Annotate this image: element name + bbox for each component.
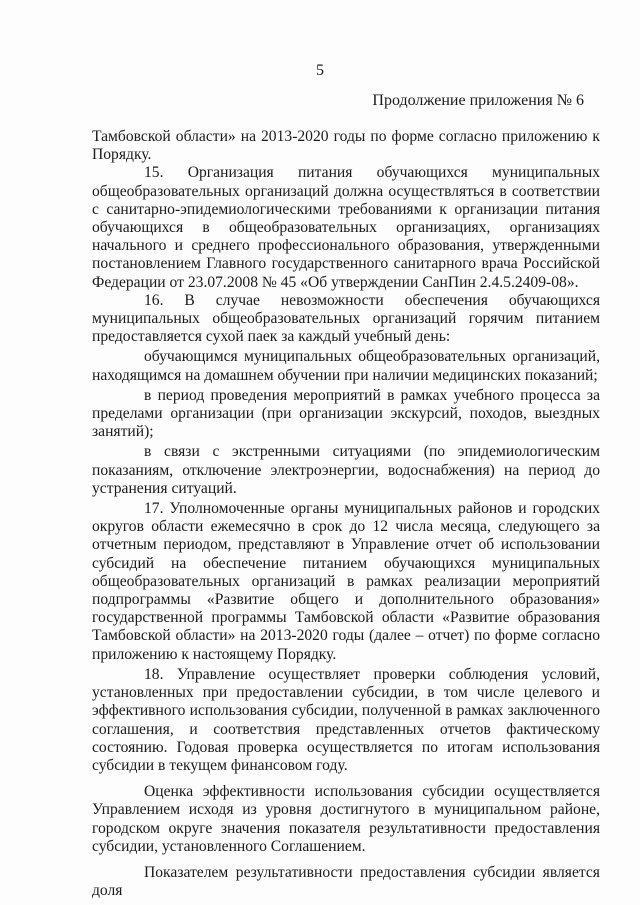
paragraph-16: 16. В случае невозможности обеспечения обучающихся муниципальных общеобразовательных организаций горячим питанием предоставляется сухой паек за каждый учебный день: xyxy=(92,291,600,346)
list-item-home-schooling: обучающимся муниципальных общеобразовательных организаций, находящимся на домашнем обучении при наличии медицинских показаний; xyxy=(92,348,600,384)
list-item-excursions: в период проведения мероприятий в рамках учебного процесса за пределами организации (при организации экскурсий, походов, выездных занятий); xyxy=(92,386,600,441)
paragraph-efficiency-assessment: Оценка эффективности использования субсидии осуществляется Управлением исходя из уровня достигнутого в муниципальном районе, городском округе значения показателя результативности предоставления субсидии, установленного Соглашением. xyxy=(92,783,600,855)
appendix-continuation-note: Продолжение приложения № 6 xyxy=(372,92,584,109)
paragraph-18: 18. Управление осуществляет проверки соблюдения условий, установленных при предоставлении субсидии, в том числе целевого и эффективного использования субсидии, полученной в рамках заключенного соглашения, и соответствия представленных отчетов фактическому состоянию. Годовая проверка осуществляется по итогам использования субсидии в текущем финансовом году. xyxy=(92,665,600,774)
page-number: 5 xyxy=(316,62,324,79)
paragraph-performance-indicator: Показателем результативности предоставления субсидии является доля xyxy=(92,863,600,900)
paragraph-continuation: Тамбовской области» на 2013-2020 годы по форме согласно приложению к Порядку. xyxy=(92,128,600,164)
paragraph-17: 17. Уполномоченные органы муниципальных районов и городских округов области ежемесячно в срок до 12 числа месяца, следующего за отчетным периодом, представляют в Управление отчет об использовании субсидий на обеспечение питанием обучающихся муниципальных общеобразовательных организаций в рамках реализации мероприятий подпрограммы «Развитие общего и дополнительного образования» государственной программы Тамбовской области «Развитие образования Тамбовской области» на 2013-2020 годы (далее – отчет) по форме согласно приложению к настоящему Порядку. xyxy=(92,500,600,663)
paragraph-15: 15. Организация питания обучающихся муниципальных общеобразовательных организаций должна осуществляться в соответствии с санитарно-эпидемиологическими требованиями к организации питания обучающихся в общеобразовательных организациях, организациях начального и среднего профессионального образования, утвержденными постановлением Главного государственного санитарного врача Российской Федерации от 23.07.2008 № 45 «Об утверждении СанПин 2.4.5.2409-08». xyxy=(92,164,600,291)
document-body xyxy=(92,128,600,900)
list-item-emergencies: в связи с экстренными ситуациями (по эпидемиологическим показаниям, отключение электроэнергии, водоснабжения) на период до устранения ситуаций. xyxy=(92,443,600,497)
